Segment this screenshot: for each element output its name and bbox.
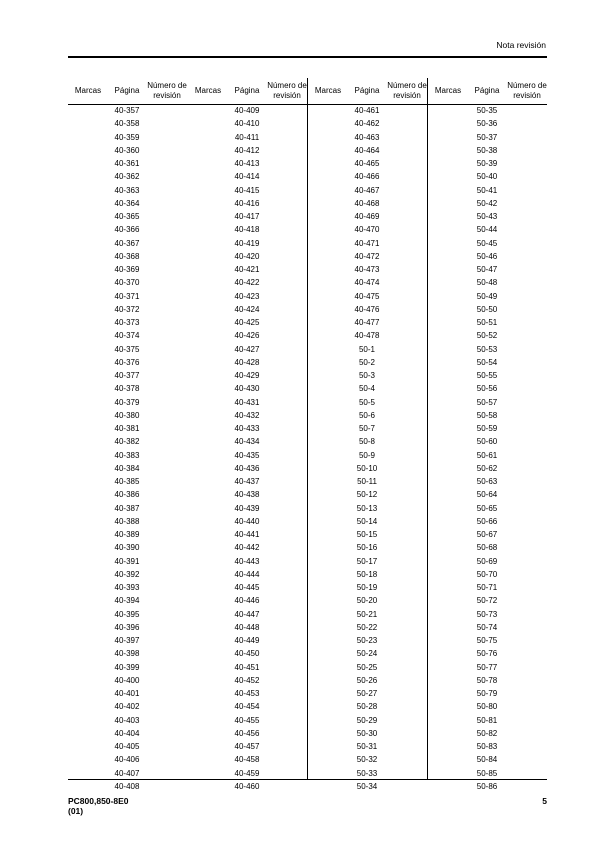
- page-number-cell: 50-9: [358, 450, 375, 460]
- page-number-cell: 50-21: [356, 609, 378, 619]
- page-number-cell: 50-77: [476, 662, 498, 672]
- page-number-cell: 40-440: [234, 516, 260, 526]
- page-number-cell: 50-43: [476, 212, 498, 221]
- page-number-cell: 40-477: [354, 318, 380, 327]
- column-group-header: [188, 80, 308, 104]
- page-number-cell: 50-54: [476, 357, 498, 367]
- footer-page-number: 5: [542, 796, 547, 806]
- page-number-cell: 50-46: [476, 251, 498, 261]
- page-number-cell: 50-28: [356, 702, 378, 712]
- page-number-cell: 40-374: [114, 331, 140, 341]
- page-number-cell: 50-16: [356, 543, 378, 553]
- page-number-cell: 50-25: [356, 662, 378, 672]
- page-number-cell: 50-31: [356, 742, 378, 751]
- page-number-cell: 50-55: [476, 371, 498, 380]
- page-number-cell: 40-406: [114, 755, 140, 765]
- page-number-cell: 40-389: [114, 530, 140, 539]
- page-number-cell: 50-12: [356, 490, 378, 500]
- header-marcas: Marcas: [194, 86, 222, 95]
- page-number-cell: 50-64: [476, 490, 498, 500]
- page-number-cell: 50-30: [356, 728, 378, 738]
- page-number-cell: 40-465: [354, 159, 380, 168]
- page-number-cell: 40-444: [234, 569, 260, 579]
- page-number-cell: 50-27: [356, 689, 378, 698]
- page-number-cell: 40-463: [354, 132, 380, 142]
- page-number-cell: 40-396: [114, 622, 140, 632]
- page-number-cell: 40-447: [234, 609, 260, 619]
- page-number-cell: 50-8: [358, 437, 375, 447]
- page-number-cell: 50-70: [476, 569, 498, 579]
- page-number-cell: 50-23: [356, 636, 378, 645]
- page-number-cell: 50-73: [476, 609, 498, 619]
- page-number-cell: 50-76: [476, 649, 498, 659]
- page-number-cell: 40-392: [114, 569, 140, 579]
- header-revision-line1: Número de: [267, 81, 307, 90]
- header-pagina: Página: [474, 86, 500, 95]
- page-number-cell: 40-470: [354, 225, 380, 235]
- page-number-cell: 40-450: [234, 649, 260, 659]
- header-pagina: Página: [114, 86, 140, 95]
- header-pagina: Página: [234, 86, 260, 95]
- page-number-cell: 50-59: [476, 424, 498, 433]
- page-number-cell: 40-426: [234, 331, 260, 341]
- page-number-cell: 40-372: [114, 304, 140, 314]
- page-number-cell: 40-394: [114, 596, 140, 606]
- page-number-cell: 40-377: [114, 371, 140, 380]
- page-number-cell: 50-72: [476, 596, 498, 606]
- page-number-cell: 40-378: [114, 384, 140, 394]
- page-number-cell: 50-26: [356, 675, 378, 685]
- page-number-cell: 50-41: [476, 185, 498, 195]
- page-number-cell: 40-404: [114, 728, 140, 738]
- page-number-cell: 50-80: [476, 702, 498, 712]
- page-number-cell: 50-81: [476, 715, 498, 725]
- page-number-cell: 40-439: [234, 503, 260, 513]
- page-number-cell: 50-53: [476, 344, 498, 354]
- page-number-cell: 40-431: [234, 397, 260, 407]
- page-number-cell: 40-427: [234, 344, 260, 354]
- page-number-cell: 40-395: [114, 609, 140, 619]
- page-number-cell: 40-386: [114, 490, 140, 500]
- header-numero-revision: [146, 81, 188, 100]
- page-number-cell: 40-443: [234, 556, 260, 566]
- page-number-cell: 40-402: [114, 702, 140, 712]
- page-number-cell: 40-424: [234, 304, 260, 314]
- page-number-cell: 40-407: [114, 768, 140, 778]
- page-number-cell: 40-408: [114, 781, 140, 791]
- page-number-cell: 40-476: [354, 304, 380, 314]
- page-header-title: Nota revisión: [496, 40, 546, 50]
- page-number-cell: 40-436: [234, 463, 260, 473]
- page-number-cell: 40-358: [114, 119, 140, 129]
- header-rule: [68, 56, 547, 58]
- page-number-cell: 40-359: [114, 132, 140, 142]
- page-number-cell: 40-459: [234, 768, 260, 778]
- page-number-cell: 40-369: [114, 265, 140, 274]
- page-number-cell: 40-382: [114, 437, 140, 447]
- header-revision-line1: Número de: [507, 81, 547, 90]
- page-number-cell: 40-428: [234, 357, 260, 367]
- page-number-cell: 40-364: [114, 198, 140, 208]
- page-number-cell: 40-410: [234, 119, 260, 129]
- page-number-cell: 50-84: [476, 755, 498, 765]
- page-number-cell: 40-366: [114, 225, 140, 235]
- page-number-cell: 50-49: [476, 291, 498, 301]
- header-numero-revision: [506, 81, 548, 100]
- footer-model: [68, 796, 129, 816]
- page-number-cell: 40-371: [114, 291, 140, 301]
- page-number-cell: 40-460: [234, 781, 260, 791]
- page-number-cell: 50-5: [358, 397, 375, 407]
- page-number-cell: 40-385: [114, 477, 140, 486]
- page-number-cell: 50-68: [476, 543, 498, 553]
- page-number-cell: 50-18: [356, 569, 378, 579]
- page-number-cell: 40-419: [234, 238, 260, 248]
- page-number-cell: 50-14: [356, 516, 378, 526]
- page-number-cell: 50-11: [357, 477, 377, 486]
- page-number-cell: 40-456: [234, 728, 260, 738]
- page-number-cell: 50-67: [476, 530, 498, 539]
- page-number-cell: 40-455: [234, 715, 260, 725]
- page-number-cell: 40-423: [234, 291, 260, 301]
- footer-model-number: PC800,850-8E0: [68, 796, 129, 806]
- page-number-cell: 50-60: [476, 437, 498, 447]
- column-group-header: [308, 80, 428, 104]
- page-number-cell: 40-461: [354, 106, 380, 115]
- page-number-cell: 40-472: [354, 251, 380, 261]
- page-number-cell: 40-380: [114, 410, 140, 420]
- page-number-cell: 50-20: [356, 596, 378, 606]
- page-number-cell: 50-7: [358, 424, 375, 433]
- page-number-cell: 50-33: [356, 768, 378, 778]
- page-number-cell: 50-45: [476, 238, 498, 248]
- page-number-cell: 40-373: [114, 318, 140, 327]
- page-number-cell: 40-362: [114, 172, 140, 182]
- page-number-cell: 40-368: [114, 251, 140, 261]
- page-number-cell: 50-78: [476, 675, 498, 685]
- page-number-cell: 40-467: [354, 185, 380, 195]
- page-number-cell: 40-453: [234, 689, 260, 698]
- page-number-cell: 40-466: [354, 172, 380, 182]
- page-number-cell: 40-435: [234, 450, 260, 460]
- page-number-cell: 50-71: [476, 583, 498, 592]
- page-number-cell: 50-15: [356, 530, 378, 539]
- header-pagina: Página: [354, 86, 380, 95]
- page-number-cell: 40-413: [234, 159, 260, 168]
- header-revision-line1: Número de: [387, 81, 427, 90]
- page-number-cell: 40-365: [114, 212, 140, 221]
- page-number-cell: 40-388: [114, 516, 140, 526]
- page-number-cell: 40-390: [114, 543, 140, 553]
- page-number-cell: 40-417: [234, 212, 260, 221]
- page-number-cell: 50-48: [476, 278, 498, 288]
- page-number-cell: 40-446: [234, 596, 260, 606]
- page-number-cell: 40-442: [234, 543, 260, 553]
- page-number-cell: 50-42: [476, 198, 498, 208]
- page-number-cell: 40-375: [114, 344, 140, 354]
- page-number-cell: 50-6: [358, 410, 375, 420]
- page-number-cell: 40-379: [114, 397, 140, 407]
- page-number-cell: 50-35: [476, 106, 498, 115]
- page-number-cell: 40-403: [114, 715, 140, 725]
- page-number-cell: 40-381: [114, 424, 140, 433]
- page-number-cell: 40-361: [114, 159, 140, 168]
- page-number-cell: 40-429: [234, 371, 260, 380]
- header-revision-line2: revisión: [393, 90, 421, 100]
- page-number-cell: 40-457: [234, 742, 260, 751]
- page-number-cell: 50-39: [476, 159, 498, 168]
- page-number-cell: 50-17: [356, 556, 378, 566]
- page-number-cell: 40-421: [234, 265, 260, 274]
- header-revision-line2: revisión: [513, 90, 541, 100]
- page-number-cell: 40-370: [114, 278, 140, 288]
- page-number-cell: 40-416: [234, 198, 260, 208]
- page-number-cell: 40-357: [114, 106, 140, 115]
- page-number-cell: 40-433: [234, 424, 260, 433]
- page-number-cell: 50-52: [476, 331, 498, 341]
- page-number-cell: 40-434: [234, 437, 260, 447]
- page-number-cell: 40-418: [234, 225, 260, 235]
- page-number-cell: 50-24: [356, 649, 378, 659]
- page-number-cell: 50-38: [476, 145, 498, 155]
- page-number-cell: 40-462: [354, 119, 380, 129]
- page-number-cell: 50-74: [476, 622, 498, 632]
- column-divider: [427, 78, 428, 780]
- page-number-cell: 40-401: [114, 689, 140, 698]
- page-number-cell: 40-464: [354, 145, 380, 155]
- header-revision-line2: revisión: [273, 90, 301, 100]
- page-number-cell: 40-420: [234, 251, 260, 261]
- page-number-cell: 50-75: [476, 636, 498, 645]
- page-number-cell: 50-65: [476, 503, 498, 513]
- page-number-cell: 50-37: [476, 132, 498, 142]
- page-number-cell: 50-34: [356, 781, 378, 791]
- page-number-cell: 50-50: [476, 304, 498, 314]
- page-number-cell: 40-397: [114, 636, 140, 645]
- page-number-cell: 50-83: [476, 742, 498, 751]
- page-number-cell: 40-367: [114, 238, 140, 248]
- header-numero-revision: [386, 81, 428, 100]
- page-number-cell: 50-22: [356, 622, 378, 632]
- header-marcas: Marcas: [74, 86, 102, 95]
- page-number-cell: 40-415: [234, 185, 260, 195]
- page-number-cell: 50-4: [358, 384, 375, 394]
- page-number-cell: 40-387: [114, 503, 140, 513]
- page-number-cell: 40-468: [354, 198, 380, 208]
- page-number-cell: 40-411: [234, 132, 260, 142]
- page-number-cell: 40-399: [114, 662, 140, 672]
- page-number-cell: 40-469: [354, 212, 380, 221]
- page-number-cell: 40-393: [114, 583, 140, 592]
- page-number-cell: 50-13: [356, 503, 378, 513]
- page-number-cell: 50-57: [476, 397, 498, 407]
- column-group-header: [68, 80, 188, 104]
- page-number-cell: 50-66: [476, 516, 498, 526]
- page-number-cell: 40-473: [354, 265, 380, 274]
- page-number-cell: 40-448: [234, 622, 260, 632]
- page-number-cell: 50-63: [476, 477, 498, 486]
- page-number-cell: 40-376: [114, 357, 140, 367]
- page-number-cell: 40-432: [234, 410, 260, 420]
- page-number-cell: 40-474: [354, 278, 380, 288]
- page-number-cell: 50-85: [476, 768, 498, 778]
- header-marcas: Marcas: [314, 86, 342, 95]
- page-number-cell: 50-61: [476, 450, 498, 460]
- footer-edition: (01): [68, 806, 84, 816]
- page-number-cell: 50-51: [476, 318, 498, 327]
- page-number-cell: 40-383: [114, 450, 140, 460]
- page-number-cell: 50-86: [476, 781, 498, 791]
- page-number-cell: 40-405: [114, 742, 140, 751]
- page-number-cell: 40-478: [354, 331, 380, 341]
- page-number-cell: 50-19: [356, 583, 378, 592]
- page-number-cell: 50-79: [476, 689, 498, 698]
- header-numero-revision: [266, 81, 308, 100]
- page-number-cell: 50-56: [476, 384, 498, 394]
- page-number-cell: 40-400: [114, 675, 140, 685]
- page-number-cell: 50-2: [358, 357, 375, 367]
- page-number-cell: 40-471: [354, 238, 380, 248]
- page-number-cell: 50-69: [476, 556, 498, 566]
- page-number-cell: 50-62: [476, 463, 498, 473]
- page-number-cell: 40-475: [354, 291, 380, 301]
- column-divider: [307, 78, 308, 780]
- page-number-cell: 40-454: [234, 702, 260, 712]
- header-revision-line2: revisión: [153, 90, 181, 100]
- page-number-cell: 50-40: [476, 172, 498, 182]
- page-number-cell: 50-1: [358, 344, 375, 354]
- page-number-cell: 50-58: [476, 410, 498, 420]
- page-number-cell: 40-412: [234, 145, 260, 155]
- page-number-cell: 40-360: [114, 145, 140, 155]
- page-number-cell: 50-44: [476, 225, 498, 235]
- page-number-cell: 50-36: [476, 119, 498, 129]
- header-revision-line1: Número de: [147, 81, 187, 90]
- page-number-cell: 40-452: [234, 675, 260, 685]
- page-number-cell: 40-414: [234, 172, 260, 182]
- page-number-cell: 40-409: [234, 106, 260, 115]
- page-number-cell: 40-449: [234, 636, 260, 645]
- page-number-cell: 40-422: [234, 278, 260, 288]
- page-number-cell: 40-458: [234, 755, 260, 765]
- header-marcas: Marcas: [434, 86, 462, 95]
- page-number-cell: 40-384: [114, 463, 140, 473]
- page-number-cell: 50-32: [356, 755, 378, 765]
- page-number-cell: 50-10: [356, 463, 378, 473]
- page-number-cell: 40-430: [234, 384, 260, 394]
- page-number-cell: 50-47: [476, 265, 498, 274]
- page-number-cell: 40-441: [234, 530, 260, 539]
- column-group-header: [428, 80, 548, 104]
- page-number-cell: 40-398: [114, 649, 140, 659]
- page-number-cell: 40-438: [234, 490, 260, 500]
- page-number-cell: 50-82: [476, 728, 498, 738]
- page-number-cell: 40-363: [114, 185, 140, 195]
- page-number-cell: 40-391: [114, 556, 140, 566]
- page-number-cell: 40-445: [234, 583, 260, 592]
- page-number-cell: 40-451: [234, 662, 260, 672]
- page-number-cell: 50-29: [356, 715, 378, 725]
- page-number-cell: 40-425: [234, 318, 260, 327]
- page-number-cell: 40-437: [234, 477, 260, 486]
- page-number-cell: 50-3: [358, 371, 375, 380]
